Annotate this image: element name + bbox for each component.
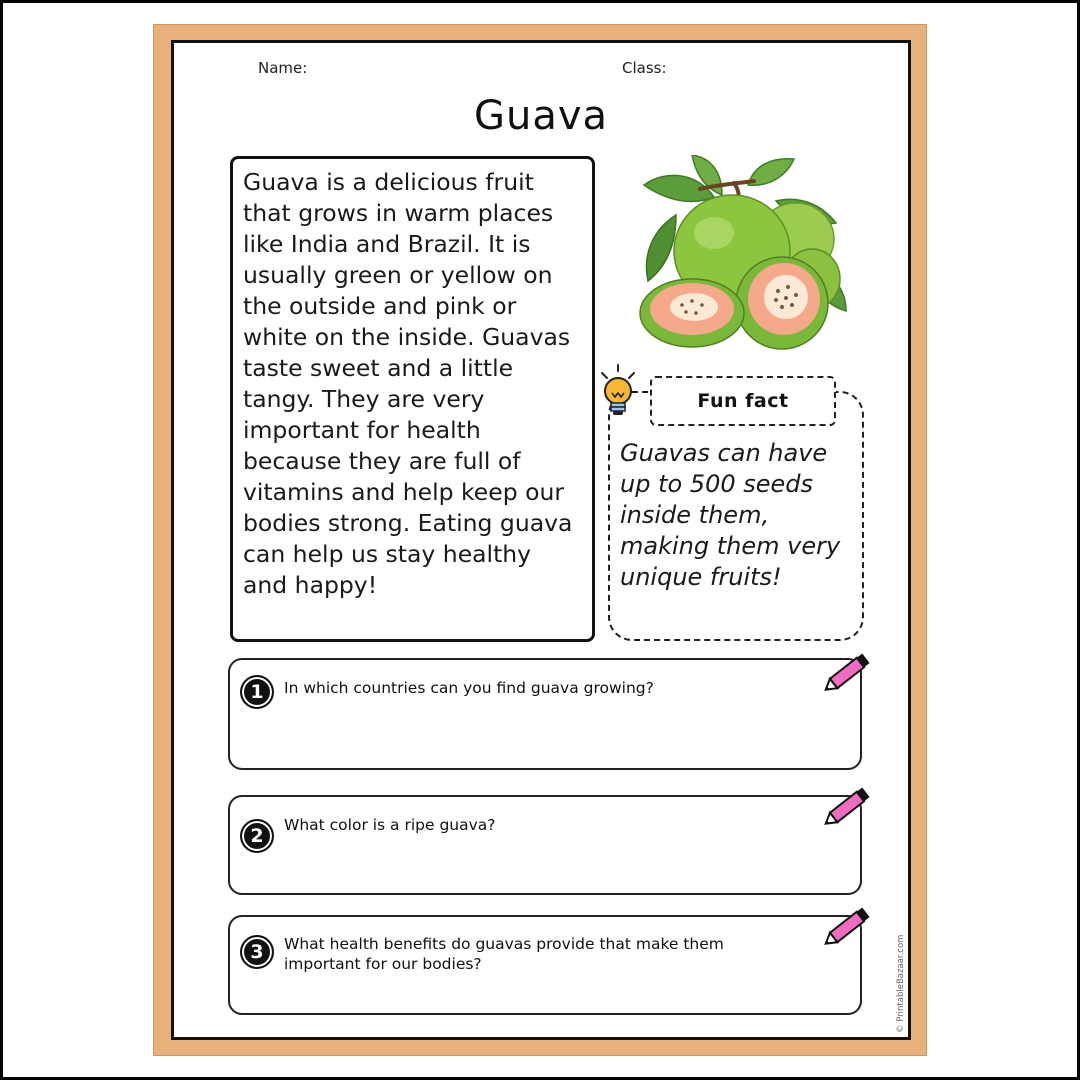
fun-fact-text: Guavas can have up to 500 seeds inside them, making them very unique fruits! — [620, 439, 841, 591]
reading-passage: Guava is a delicious fruit that grows in warm places like India and Brazil. It is usually green or yellow on the outside and pink or white on the inside. Guavas taste sweet and a little tangy. They are very important for health because they are full of vitamins and help keep our bodies strong. Eating guava can help us stay healthy and happy! — [243, 168, 573, 599]
question-1-answer-box[interactable] — [228, 658, 862, 770]
fun-fact-label: Fun fact — [650, 376, 836, 426]
reading-passage-box — [230, 156, 595, 642]
question-2-text: What color is a ripe guava? — [284, 816, 496, 834]
page-title: Guava — [473, 93, 609, 139]
copyright-credit: © PrintableBazaar.com — [896, 934, 906, 1033]
question-2-number: 2 — [240, 819, 274, 853]
question-2-answer-box[interactable] — [228, 795, 862, 895]
name-label: Name: — [258, 59, 308, 77]
question-1-number: 1 — [240, 675, 274, 709]
guava-illustration — [636, 155, 848, 367]
worksheet — [171, 40, 911, 1040]
question-3-number: 3 — [240, 935, 274, 969]
pencil-icon — [820, 651, 874, 695]
pencil-icon — [820, 905, 874, 949]
lightbulb-icon — [596, 363, 644, 425]
question-1-text: In which countries can you find guava growing? — [284, 679, 654, 697]
class-label: Class: — [622, 59, 667, 77]
question-3-text: What health benefits do guavas provide that make them important for our bodies? — [284, 935, 724, 973]
pencil-icon — [820, 785, 874, 829]
